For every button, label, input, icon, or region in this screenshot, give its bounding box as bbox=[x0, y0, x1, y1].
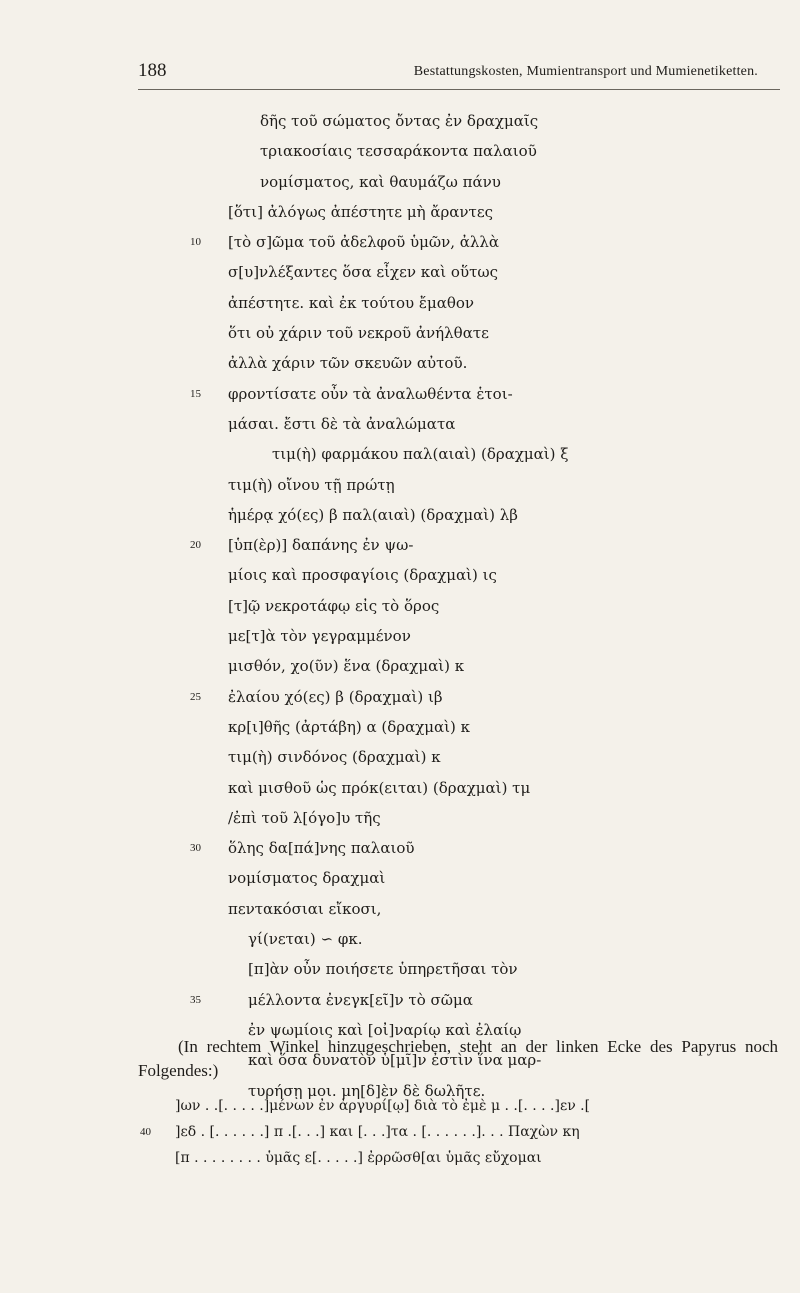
line-text: μάσαι. ἔστι δὲ τὰ ἀναλώματα bbox=[228, 414, 456, 433]
line-text: ἀπέστητε. καὶ ἐκ τούτου ἔμαθον bbox=[228, 293, 475, 312]
text-line bbox=[0, 863, 800, 893]
text-line bbox=[0, 288, 800, 318]
editorial-note: (In rechtem Winkel hinzugeschrieben, steht an der linken Ecke des Papyrus noch Folgendes:) bbox=[138, 1037, 778, 1080]
line-text: τιμ(ὴ) οἴνου τῇ πρώτῃ bbox=[228, 475, 395, 494]
text-line bbox=[0, 106, 800, 136]
line-text: ἡμέρᾳ χό(ες) β παλ(αιαὶ) (δραχμαὶ) λβ bbox=[228, 505, 518, 524]
addendum-line bbox=[0, 1093, 800, 1119]
line-text: [ὑπ(ὲρ)] δαπάνης ἐν ψω- bbox=[228, 536, 414, 555]
text-line bbox=[0, 409, 800, 439]
page-header bbox=[138, 60, 778, 84]
line-text: φροντίσατε οὖν τὰ ἀναλωθέντα ἑτοι- bbox=[228, 384, 513, 403]
line-text: δῆς τοῦ σώματος ὄντας ἐν δραχμαῖς bbox=[260, 112, 539, 130]
text-line bbox=[0, 742, 800, 772]
line-text: ]εδ . [. . . . . .] π .[. . .] και [. . .]τα . [. . . . . .]. . . Παχὼν κη bbox=[175, 1124, 580, 1140]
greek-text-block bbox=[0, 106, 800, 1106]
text-line bbox=[0, 227, 800, 257]
line-text: μίοις καὶ προσφαγίοις (δραχμαὶ) ις bbox=[228, 566, 497, 585]
text-line bbox=[0, 197, 800, 227]
text-line bbox=[0, 651, 800, 681]
line-text: πεντακόσιαι εἴκοσι, bbox=[228, 899, 382, 918]
text-line bbox=[0, 591, 800, 621]
text-line bbox=[0, 954, 800, 984]
line-text: [π . . . . . . . . ὑμᾶς ε[. . . . .] ἐρρῶσθ[αι ὑμᾶς εὔχομαι bbox=[175, 1150, 542, 1166]
text-line bbox=[0, 894, 800, 924]
text-line bbox=[0, 530, 800, 560]
text-line bbox=[0, 560, 800, 590]
line-text: με[τ]ὰ τὸν γεγραμμένον bbox=[228, 627, 411, 646]
line-text: νομίσματος δραχμαὶ bbox=[228, 869, 386, 888]
text-line bbox=[0, 985, 800, 1015]
addendum-block bbox=[0, 1093, 800, 1171]
line-number: 10 bbox=[190, 236, 201, 249]
line-number: 30 bbox=[190, 842, 201, 855]
line-text: [ὅτι] ἀλόγως ἀπέστητε μὴ ἄραντες bbox=[228, 202, 494, 221]
line-text: [τὸ σ]ῶμα τοῦ ἀδελφοῦ ὑμῶν, ἀλλὰ bbox=[228, 233, 500, 252]
line-text: γί(νεται) ∽ φκ. bbox=[248, 930, 363, 949]
line-number: 35 bbox=[190, 993, 201, 1006]
line-text: [τ]ῷ νεκροτάφῳ εἰς τὸ ὅρος bbox=[228, 596, 440, 615]
line-text: ἐλαίου χό(ες) β (δραχμαὶ) ιβ bbox=[228, 687, 443, 706]
line-number: 15 bbox=[190, 387, 201, 400]
text-line bbox=[0, 500, 800, 530]
line-text: καὶ μισθοῦ ὡς πρόκ(ειται) (δραχμαὶ) τμ bbox=[228, 778, 531, 797]
page-number: 188 bbox=[138, 60, 167, 81]
line-text: νομίσματος, καὶ θαυμάζω πάνυ bbox=[260, 172, 501, 191]
line-text: τιμ(ὴ) φαρμάκου παλ(αιαὶ) (δραχμαὶ) ξ bbox=[272, 445, 569, 464]
addendum-line bbox=[0, 1145, 800, 1171]
line-text: ἀλλὰ χάριν τῶν σκευῶν αὐτοῦ. bbox=[228, 354, 468, 373]
line-text: τριακοσίαις τεσσαράκοντα παλαιοῦ bbox=[260, 142, 537, 161]
text-line bbox=[0, 712, 800, 742]
text-line bbox=[0, 470, 800, 500]
header-rule bbox=[138, 89, 780, 90]
line-text: [π]ὰν οὖν ποιήσετε ὑπηρετῆσαι τὸν bbox=[248, 960, 518, 979]
running-title: Bestattungskosten, Mumientransport und Mumienetiketten. bbox=[413, 64, 758, 79]
line-text: σ[υ]νλέξαντες ὅσα εἶχεν καὶ οὕτως bbox=[228, 263, 499, 282]
line-text: καὶ ὅσα δυνατὸν ὑ[μῖ]ν ἐστὶν ἵνα μαρ- bbox=[248, 1051, 542, 1070]
line-number: 40 bbox=[140, 1126, 151, 1138]
line-text: ὅλης δα[πά]νης παλαιοῦ bbox=[228, 839, 415, 858]
line-text: μισθόν, χο(ῦν) ἕνα (δραχμαὶ) κ bbox=[228, 657, 465, 676]
line-text: ἐν ψωμίοις καὶ [οἰ]ναρίῳ καὶ ἐλαίῳ bbox=[248, 1020, 522, 1039]
text-line bbox=[0, 257, 800, 287]
text-line bbox=[0, 833, 800, 863]
text-line bbox=[0, 682, 800, 712]
text-line bbox=[0, 348, 800, 378]
line-text: τιμ(ὴ) σινδόνος (δραχμαὶ) κ bbox=[228, 748, 441, 767]
text-line bbox=[0, 773, 800, 803]
text-line bbox=[0, 167, 800, 197]
line-text: ]ων . .[. . . . .]μένων ἐν ἀργυρί[ῳ] διὰ τὸ ἐμὲ μ . .[. . . .]εν .[ bbox=[175, 1098, 591, 1114]
text-line bbox=[0, 379, 800, 409]
text-line bbox=[0, 318, 800, 348]
line-text: μέλλοντα ἐνεγκ[εῖ]ν τὸ σῶμα bbox=[248, 990, 473, 1009]
text-line bbox=[0, 136, 800, 166]
text-line bbox=[0, 803, 800, 833]
addendum-line bbox=[0, 1119, 800, 1145]
line-text: τυρήσῃ μοι. μη[δ]ὲν δὲ δωλῆτε. bbox=[248, 1081, 486, 1100]
line-number: 25 bbox=[190, 690, 201, 703]
line-text: κρ[ι]θῆς (ἀρτάβη) α (δραχμαὶ) κ bbox=[228, 717, 471, 736]
text-line bbox=[0, 621, 800, 651]
line-text: ὅτι οὐ χάριν τοῦ νεκροῦ ἀνήλθατε bbox=[228, 324, 489, 343]
line-text: /ἐπὶ τοῦ λ[όγο]υ τῆς bbox=[228, 808, 381, 827]
text-line bbox=[0, 439, 800, 469]
line-number: 20 bbox=[190, 539, 201, 552]
text-line bbox=[0, 924, 800, 954]
